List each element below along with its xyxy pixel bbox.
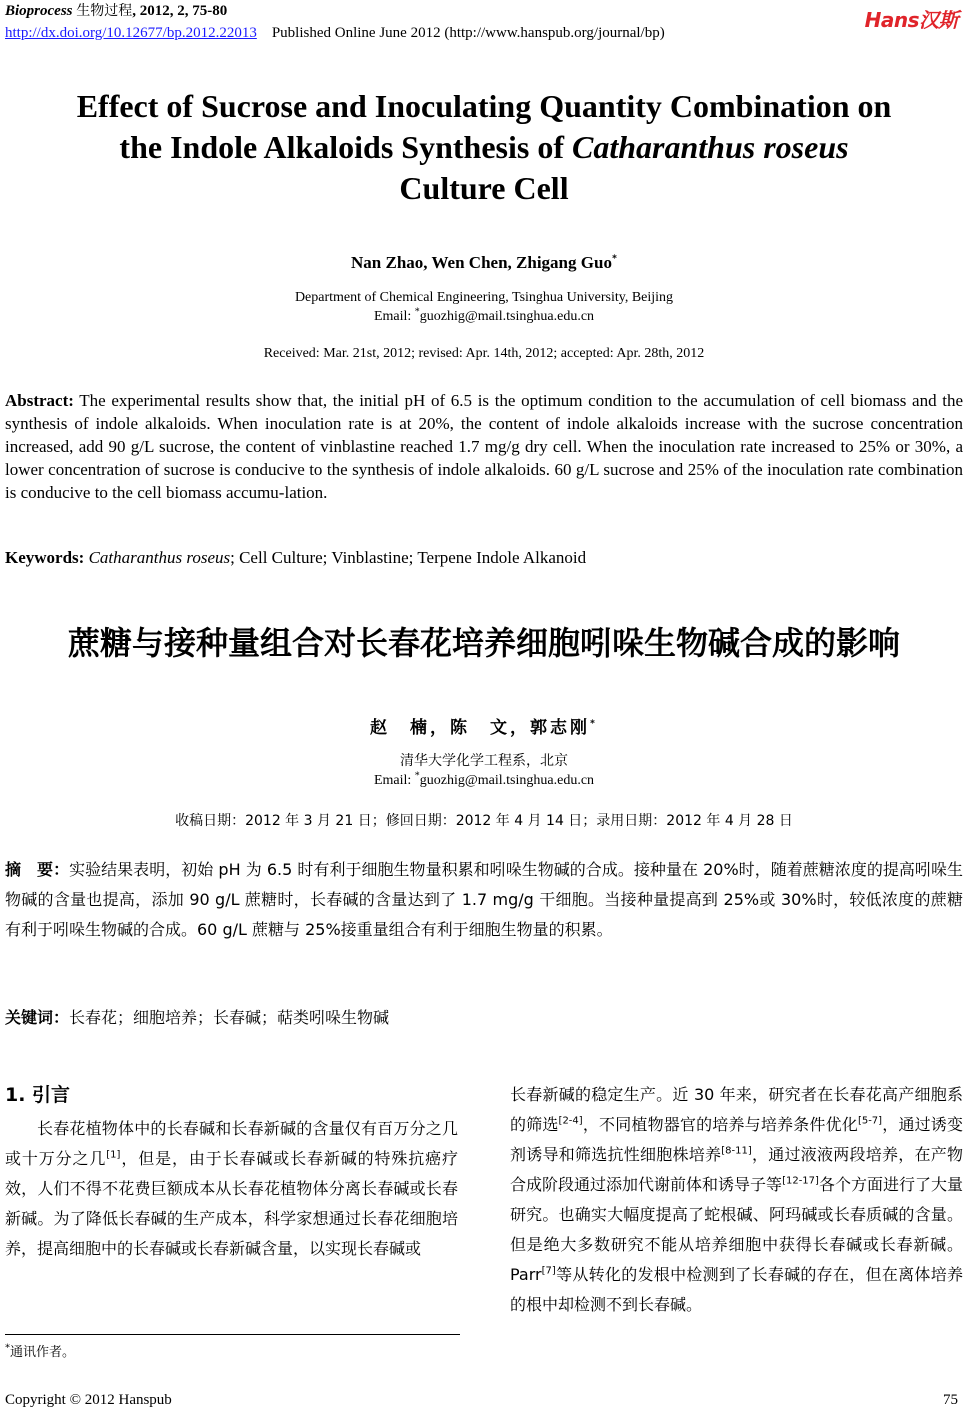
journal-name: Bioprocess (5, 3, 73, 19)
keywords-rest: ; Cell Culture; Vinblastine; Terpene Indole Alkanoid (230, 548, 587, 567)
published-info: Published Online June 2012 (http://www.hanspub.org/journal/bp) (271, 25, 665, 41)
keywords-cn (5, 1005, 963, 1028)
abstract-cn (5, 855, 963, 945)
copyright: Copyright © 2012 Hanspub (5, 1392, 172, 1408)
email-cn: Email: *guozhig@mail.tsinghua.edu.cn (373, 770, 595, 788)
column-left (5, 1080, 458, 1264)
abstract-text: The experimental results show that, the initial pH of 6.5 is the optimum condition to the accumulation of cell biomass and the synthesis of indole alkaloids. When inoculation rate is at 20%, the content of indole alkaloids increase with the sucrose concentration increased, add 90 g/L sucrose, the content of vinblastine reached 1.7 mg/g dry cell. When the inoculation rate increased to 25% or 30%, a lower concentration of sucrose is conducive to the synthesis of indole alkaloids. 60 g/L sucrose and 25% of the inoculation rate combination is conducive to the cell biomass accumu-lation. (5, 391, 963, 502)
column-right (510, 1080, 963, 1320)
keywords-label-cn: 关键词： (5, 1008, 70, 1027)
received-cn: 收稿日期：2012 年 3 月 21 日；修回日期：2012 年 4 月 14 日；录用日期：2012 年 4 月 28 日 (175, 813, 793, 829)
citation: [5-7] (857, 1115, 883, 1127)
abstract-en (5, 389, 963, 504)
doi-link[interactable]: http://dx.doi.org/10.12677/bp.2012.22013 (5, 25, 257, 41)
abstract-label: Abstract: (5, 391, 74, 410)
citation: [2-4] (558, 1115, 583, 1127)
title-line-1: Effect of Sucrose and Inoculating Quantity Combination on (76, 88, 892, 124)
doi-line (5, 24, 665, 42)
page-number: 75 (943, 1392, 958, 1408)
keywords-en (5, 548, 963, 568)
footnote: *通讯作者。 (5, 1342, 76, 1360)
species-name: Catharanthus roseus (571, 129, 849, 165)
email-address: guozhig@mail.tsinghua.edu.cn (419, 309, 595, 324)
affiliation-cn: 清华大学化学工程系，北京 (400, 753, 568, 769)
keywords-label: Keywords: (5, 548, 85, 567)
footnote-rule (5, 1334, 460, 1335)
intro-paragraph-left: 长春花植物体中的长春碱和长春新碱的含量仅有百万分之几或十万分之几[1]，但是，由于长春碱或长春新碱的特殊抗癌疗效，人们不得不花费巨额成本从长春花植物体分离长春碱或长春新碱。为了降低长春碱的生产成本，科学家想通过长春花细胞培养，提高细胞中的长春碱或长春新碱含量，以实现长春碱或 (5, 1119, 458, 1258)
abstract-label-cn: 摘 要： (5, 860, 70, 879)
title-line-2: the Indole Alkaloids Synthesis of Catharanthus roseus (119, 129, 849, 165)
keyword-species: Catharanthus roseus (88, 548, 231, 567)
section-heading-intro: 1. 引言 (5, 1084, 71, 1106)
authors-cn: 赵 楠，陈 文，郭志刚* (370, 718, 598, 738)
abstract-text-cn: 实验结果表明，初始 pH 为 6.5 时有利于细胞生物量积累和吲哚生物碱的合成。接种量在 20%时，随着蔗糖浓度的提高吲哚生物碱的含量也提高，添加 90 g/L 蔗糖时，长春碱的含量达到了 1.7 mg/g 干细胞。当接种量提高到 25%或 30%时，较低浓度的蔗糖有利于吲哚生物碱的合成。60 g/L 蔗糖与 25%接重量组合有利于细胞生物量的积累。 (5, 860, 963, 939)
keywords-text-cn: 长春花；细胞培养；长春碱；萜类吲哚生物碱 (69, 1008, 390, 1027)
journal-name-cn: 生物过程 (76, 3, 133, 19)
citation: [7] (541, 1265, 556, 1277)
title-line-3: Culture Cell (399, 170, 569, 206)
publisher-logo: Hans汉斯 (864, 8, 958, 32)
citation: [12-17] (782, 1175, 819, 1187)
received-en: Received: Mar. 21st, 2012; revised: Apr. 14th, 2012; accepted: Apr. 28th, 2012 (263, 346, 705, 361)
email-en: Email: *guozhig@mail.tsinghua.edu.cn (373, 306, 595, 324)
journal-header (5, 2, 227, 20)
paper-title-en (0, 86, 968, 209)
corresponding-mark: * (611, 253, 617, 265)
citation: [8-11] (721, 1145, 752, 1157)
authors-en: Nan Zhao, Wen Chen, Zhigang Guo* (351, 253, 617, 272)
intro-paragraph-right: 长春新碱的稳定生产。近 30 年来，研究者在长春花高产细胞系的筛选[2-4]，不同植物器官的培养与培养条件优化[5-7]，通过诱变剂诱导和筛选抗性细胞株培养[8-11]，通过液液两段培养，在产物合成阶段通过添加代谢前体和诱导子等[12-17]各个方面进行了大量研究。也确实大幅度提高了蛇根碱、阿玛碱或长春质碱的含量。但是绝大多数研究不能从培养细胞中获得长春碱或长春新碱。Parr[7]等从转化的发根中检测到了长春碱的存在，但在离体培养的根中却检测不到长春碱。 (510, 1085, 963, 1314)
affiliation-en: Department of Chemical Engineering, Tsinghua University, Beijing (294, 290, 674, 305)
paper-title-cn: 蔗糖与接种量组合对长春花培养细胞吲哚生物碱合成的影响 (67, 624, 900, 662)
citation: [1] (106, 1149, 121, 1161)
volume-info: , 2012, 2, 75-80 (132, 3, 228, 19)
